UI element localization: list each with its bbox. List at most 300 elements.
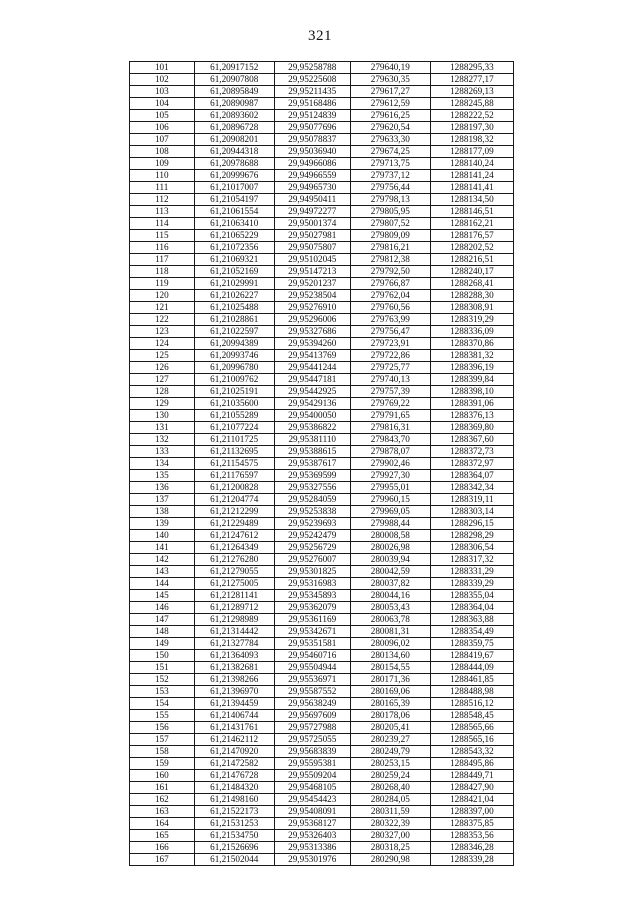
- longitude-cell: 29,95075807: [274, 242, 350, 254]
- longitude-cell: 29,95408091: [274, 806, 350, 818]
- x-coordinate-cell: 279878,07: [350, 446, 430, 458]
- x-coordinate-cell: 280253,15: [350, 758, 430, 770]
- x-coordinate-cell: 279969,05: [350, 506, 430, 518]
- y-coordinate-cell: 1288399,84: [430, 374, 513, 386]
- table-row: [130, 530, 514, 542]
- x-coordinate-cell: 279760,56: [350, 302, 430, 314]
- point-number-cell: 115: [130, 230, 195, 242]
- longitude-cell: 29,95361169: [274, 614, 350, 626]
- y-coordinate-cell: 1288319,29: [430, 314, 513, 326]
- table-row: [130, 830, 514, 842]
- latitude-cell: 61,21522173: [194, 806, 274, 818]
- table-row: [130, 242, 514, 254]
- longitude-cell: 29,95587552: [274, 686, 350, 698]
- point-number-cell: 148: [130, 626, 195, 638]
- point-number-cell: 166: [130, 842, 195, 854]
- point-number-cell: 123: [130, 326, 195, 338]
- table-row: [130, 578, 514, 590]
- latitude-cell: 61,21229489: [194, 518, 274, 530]
- y-coordinate-cell: 1288359,75: [430, 638, 513, 650]
- table-row: [130, 362, 514, 374]
- y-coordinate-cell: 1288342,34: [430, 482, 513, 494]
- point-number-cell: 152: [130, 674, 195, 686]
- y-coordinate-cell: 1288398,10: [430, 386, 513, 398]
- y-coordinate-cell: 1288353,56: [430, 830, 513, 842]
- y-coordinate-cell: 1288488,98: [430, 686, 513, 698]
- y-coordinate-cell: 1288354,49: [430, 626, 513, 638]
- table-row: [130, 506, 514, 518]
- longitude-cell: 29,95276007: [274, 554, 350, 566]
- latitude-cell: 61,21154575: [194, 458, 274, 470]
- point-number-cell: 101: [130, 62, 195, 74]
- y-coordinate-cell: 1288449,71: [430, 770, 513, 782]
- point-number-cell: 110: [130, 170, 195, 182]
- latitude-cell: 61,21035600: [194, 398, 274, 410]
- x-coordinate-cell: 279674,25: [350, 146, 430, 158]
- point-number-cell: 142: [130, 554, 195, 566]
- point-number-cell: 107: [130, 134, 195, 146]
- y-coordinate-cell: 1288375,85: [430, 818, 513, 830]
- longitude-cell: 29,94972277: [274, 206, 350, 218]
- point-number-cell: 127: [130, 374, 195, 386]
- table-row: [130, 758, 514, 770]
- x-coordinate-cell: 280327,00: [350, 830, 430, 842]
- y-coordinate-cell: 1288268,41: [430, 278, 513, 290]
- table-row: [130, 782, 514, 794]
- point-number-cell: 135: [130, 470, 195, 482]
- latitude-cell: 61,20978688: [194, 158, 274, 170]
- y-coordinate-cell: 1288364,04: [430, 602, 513, 614]
- latitude-cell: 61,20999676: [194, 170, 274, 182]
- x-coordinate-cell: 279762,04: [350, 290, 430, 302]
- x-coordinate-cell: 279791,65: [350, 410, 430, 422]
- latitude-cell: 61,21025488: [194, 302, 274, 314]
- latitude-cell: 61,21247612: [194, 530, 274, 542]
- table-row: [130, 662, 514, 674]
- latitude-cell: 61,21526696: [194, 842, 274, 854]
- x-coordinate-cell: 280008,58: [350, 530, 430, 542]
- longitude-cell: 29,94966086: [274, 158, 350, 170]
- latitude-cell: 61,21279055: [194, 566, 274, 578]
- x-coordinate-cell: 279763,99: [350, 314, 430, 326]
- longitude-cell: 29,95036940: [274, 146, 350, 158]
- y-coordinate-cell: 1288295,33: [430, 62, 513, 74]
- x-coordinate-cell: 279612,59: [350, 98, 430, 110]
- longitude-cell: 29,95238504: [274, 290, 350, 302]
- longitude-cell: 29,95387617: [274, 458, 350, 470]
- x-coordinate-cell: 280063,78: [350, 614, 430, 626]
- table-row: [130, 266, 514, 278]
- latitude-cell: 61,20944318: [194, 146, 274, 158]
- point-number-cell: 114: [130, 218, 195, 230]
- longitude-cell: 29,95256729: [274, 542, 350, 554]
- longitude-cell: 29,95239693: [274, 518, 350, 530]
- point-number-cell: 132: [130, 434, 195, 446]
- table-row: [130, 554, 514, 566]
- table-row: [130, 422, 514, 434]
- point-number-cell: 113: [130, 206, 195, 218]
- table-row: [130, 290, 514, 302]
- latitude-cell: 61,21289712: [194, 602, 274, 614]
- table-row: [130, 278, 514, 290]
- x-coordinate-cell: 279766,87: [350, 278, 430, 290]
- x-coordinate-cell: 280039,94: [350, 554, 430, 566]
- x-coordinate-cell: 279843,70: [350, 434, 430, 446]
- latitude-cell: 61,21055289: [194, 410, 274, 422]
- table-row: [130, 734, 514, 746]
- latitude-cell: 61,20994389: [194, 338, 274, 350]
- table-row: [130, 158, 514, 170]
- point-number-cell: 131: [130, 422, 195, 434]
- point-number-cell: 145: [130, 590, 195, 602]
- longitude-cell: 29,95638249: [274, 698, 350, 710]
- y-coordinate-cell: 1288141,41: [430, 182, 513, 194]
- table-row: [130, 770, 514, 782]
- table-row: [130, 638, 514, 650]
- longitude-cell: 29,95313386: [274, 842, 350, 854]
- latitude-cell: 61,20895849: [194, 86, 274, 98]
- point-number-cell: 116: [130, 242, 195, 254]
- longitude-cell: 29,95147213: [274, 266, 350, 278]
- point-number-cell: 119: [130, 278, 195, 290]
- table-row: [130, 314, 514, 326]
- table-row: [130, 854, 514, 866]
- y-coordinate-cell: 1288298,29: [430, 530, 513, 542]
- point-number-cell: 130: [130, 410, 195, 422]
- y-coordinate-cell: 1288444,09: [430, 662, 513, 674]
- latitude-cell: 61,21394459: [194, 698, 274, 710]
- latitude-cell: 61,21364093: [194, 650, 274, 662]
- latitude-cell: 61,21406744: [194, 710, 274, 722]
- x-coordinate-cell: 279960,15: [350, 494, 430, 506]
- longitude-cell: 29,95460716: [274, 650, 350, 662]
- longitude-cell: 29,95388615: [274, 446, 350, 458]
- table-row: [130, 794, 514, 806]
- x-coordinate-cell: 279809,09: [350, 230, 430, 242]
- y-coordinate-cell: 1288308,91: [430, 302, 513, 314]
- y-coordinate-cell: 1288269,13: [430, 86, 513, 98]
- point-number-cell: 120: [130, 290, 195, 302]
- y-coordinate-cell: 1288376,13: [430, 410, 513, 422]
- latitude-cell: 61,21022597: [194, 326, 274, 338]
- point-number-cell: 156: [130, 722, 195, 734]
- point-number-cell: 153: [130, 686, 195, 698]
- x-coordinate-cell: 279812,38: [350, 254, 430, 266]
- latitude-cell: 61,21476728: [194, 770, 274, 782]
- longitude-cell: 29,95225608: [274, 74, 350, 86]
- table-row: [130, 398, 514, 410]
- longitude-cell: 29,95077696: [274, 122, 350, 134]
- x-coordinate-cell: 279723,91: [350, 338, 430, 350]
- latitude-cell: 61,21281141: [194, 590, 274, 602]
- y-coordinate-cell: 1288516,12: [430, 698, 513, 710]
- latitude-cell: 61,21275005: [194, 578, 274, 590]
- x-coordinate-cell: 279816,21: [350, 242, 430, 254]
- x-coordinate-cell: 280081,31: [350, 626, 430, 638]
- point-number-cell: 102: [130, 74, 195, 86]
- table-row: [130, 134, 514, 146]
- x-coordinate-cell: 280290,98: [350, 854, 430, 866]
- table-row: [130, 722, 514, 734]
- longitude-cell: 29,95504944: [274, 662, 350, 674]
- point-number-cell: 139: [130, 518, 195, 530]
- longitude-cell: 29,95697609: [274, 710, 350, 722]
- longitude-cell: 29,95327556: [274, 482, 350, 494]
- point-number-cell: 155: [130, 710, 195, 722]
- y-coordinate-cell: 1288339,28: [430, 854, 513, 866]
- table-row: [130, 518, 514, 530]
- y-coordinate-cell: 1288202,52: [430, 242, 513, 254]
- table-row: [130, 434, 514, 446]
- table-row: [130, 194, 514, 206]
- y-coordinate-cell: 1288364,07: [430, 470, 513, 482]
- x-coordinate-cell: 279713,75: [350, 158, 430, 170]
- table-row: [130, 170, 514, 182]
- longitude-cell: 29,95368127: [274, 818, 350, 830]
- latitude-cell: 61,21398266: [194, 674, 274, 686]
- x-coordinate-cell: 279617,27: [350, 86, 430, 98]
- y-coordinate-cell: 1288369,80: [430, 422, 513, 434]
- x-coordinate-cell: 279630,35: [350, 74, 430, 86]
- table-row: [130, 842, 514, 854]
- latitude-cell: 61,21396970: [194, 686, 274, 698]
- y-coordinate-cell: 1288177,09: [430, 146, 513, 158]
- longitude-cell: 29,95381110: [274, 434, 350, 446]
- x-coordinate-cell: 280259,24: [350, 770, 430, 782]
- table-row: [130, 218, 514, 230]
- longitude-cell: 29,95536971: [274, 674, 350, 686]
- x-coordinate-cell: 279737,12: [350, 170, 430, 182]
- longitude-cell: 29,95276910: [274, 302, 350, 314]
- point-number-cell: 106: [130, 122, 195, 134]
- y-coordinate-cell: 1288427,90: [430, 782, 513, 794]
- x-coordinate-cell: 279757,39: [350, 386, 430, 398]
- point-number-cell: 160: [130, 770, 195, 782]
- point-number-cell: 163: [130, 806, 195, 818]
- latitude-cell: 61,21101725: [194, 434, 274, 446]
- y-coordinate-cell: 1288240,17: [430, 266, 513, 278]
- latitude-cell: 61,21061554: [194, 206, 274, 218]
- latitude-cell: 61,21298989: [194, 614, 274, 626]
- y-coordinate-cell: 1288565,66: [430, 722, 513, 734]
- longitude-cell: 29,95168486: [274, 98, 350, 110]
- latitude-cell: 61,21176597: [194, 470, 274, 482]
- longitude-cell: 29,95342671: [274, 626, 350, 638]
- x-coordinate-cell: 279902,46: [350, 458, 430, 470]
- table-row: [130, 338, 514, 350]
- latitude-cell: 61,21026227: [194, 290, 274, 302]
- y-coordinate-cell: 1288197,30: [430, 122, 513, 134]
- y-coordinate-cell: 1288336,09: [430, 326, 513, 338]
- longitude-cell: 29,95078837: [274, 134, 350, 146]
- table-row: [130, 410, 514, 422]
- longitude-cell: 29,95447181: [274, 374, 350, 386]
- table-row: [130, 746, 514, 758]
- table-row: [130, 686, 514, 698]
- y-coordinate-cell: 1288372,97: [430, 458, 513, 470]
- latitude-cell: 61,21212299: [194, 506, 274, 518]
- point-number-cell: 140: [130, 530, 195, 542]
- point-number-cell: 134: [130, 458, 195, 470]
- point-number-cell: 150: [130, 650, 195, 662]
- point-number-cell: 103: [130, 86, 195, 98]
- longitude-cell: 29,94965730: [274, 182, 350, 194]
- latitude-cell: 61,21502044: [194, 854, 274, 866]
- table-row: [130, 458, 514, 470]
- longitude-cell: 29,95326403: [274, 830, 350, 842]
- y-coordinate-cell: 1288396,19: [430, 362, 513, 374]
- latitude-cell: 61,21200828: [194, 482, 274, 494]
- point-number-cell: 162: [130, 794, 195, 806]
- longitude-cell: 29,95242479: [274, 530, 350, 542]
- longitude-cell: 29,95301825: [274, 566, 350, 578]
- y-coordinate-cell: 1288339,29: [430, 578, 513, 590]
- longitude-cell: 29,95327686: [274, 326, 350, 338]
- latitude-cell: 61,20907808: [194, 74, 274, 86]
- table-row: [130, 182, 514, 194]
- point-number-cell: 125: [130, 350, 195, 362]
- point-number-cell: 128: [130, 386, 195, 398]
- table-row: [130, 470, 514, 482]
- latitude-cell: 61,21531253: [194, 818, 274, 830]
- table-row: [130, 626, 514, 638]
- latitude-cell: 61,20993746: [194, 350, 274, 362]
- x-coordinate-cell: 280134,60: [350, 650, 430, 662]
- longitude-cell: 29,95595381: [274, 758, 350, 770]
- table-row: [130, 674, 514, 686]
- point-number-cell: 121: [130, 302, 195, 314]
- x-coordinate-cell: 280026,98: [350, 542, 430, 554]
- point-number-cell: 112: [130, 194, 195, 206]
- latitude-cell: 61,21276280: [194, 554, 274, 566]
- point-number-cell: 105: [130, 110, 195, 122]
- point-number-cell: 109: [130, 158, 195, 170]
- x-coordinate-cell: 279769,22: [350, 398, 430, 410]
- point-number-cell: 144: [130, 578, 195, 590]
- table-row: [130, 698, 514, 710]
- y-coordinate-cell: 1288216,51: [430, 254, 513, 266]
- longitude-cell: 29,95258788: [274, 62, 350, 74]
- x-coordinate-cell: 280171,36: [350, 674, 430, 686]
- longitude-cell: 29,95369599: [274, 470, 350, 482]
- x-coordinate-cell: 280044,16: [350, 590, 430, 602]
- latitude-cell: 61,21470920: [194, 746, 274, 758]
- x-coordinate-cell: 279740,13: [350, 374, 430, 386]
- latitude-cell: 61,21431761: [194, 722, 274, 734]
- latitude-cell: 61,20890987: [194, 98, 274, 110]
- y-coordinate-cell: 1288372,73: [430, 446, 513, 458]
- point-number-cell: 147: [130, 614, 195, 626]
- point-number-cell: 164: [130, 818, 195, 830]
- latitude-cell: 61,21382681: [194, 662, 274, 674]
- latitude-cell: 61,21025191: [194, 386, 274, 398]
- longitude-cell: 29,95351581: [274, 638, 350, 650]
- x-coordinate-cell: 279640,19: [350, 62, 430, 74]
- longitude-cell: 29,95400050: [274, 410, 350, 422]
- longitude-cell: 29,95362079: [274, 602, 350, 614]
- y-coordinate-cell: 1288495,86: [430, 758, 513, 770]
- latitude-cell: 61,21052169: [194, 266, 274, 278]
- latitude-cell: 61,21054197: [194, 194, 274, 206]
- x-coordinate-cell: 279633,30: [350, 134, 430, 146]
- x-coordinate-cell: 279955,01: [350, 482, 430, 494]
- longitude-cell: 29,95124839: [274, 110, 350, 122]
- table-row: [130, 566, 514, 578]
- table-row: [130, 374, 514, 386]
- longitude-cell: 29,95211435: [274, 86, 350, 98]
- table-row: [130, 110, 514, 122]
- table-row: [130, 446, 514, 458]
- longitude-cell: 29,95468105: [274, 782, 350, 794]
- longitude-cell: 29,95725055: [274, 734, 350, 746]
- point-number-cell: 159: [130, 758, 195, 770]
- table-row: [130, 818, 514, 830]
- y-coordinate-cell: 1288543,32: [430, 746, 513, 758]
- longitude-cell: 29,94950411: [274, 194, 350, 206]
- point-number-cell: 122: [130, 314, 195, 326]
- y-coordinate-cell: 1288367,60: [430, 434, 513, 446]
- point-number-cell: 167: [130, 854, 195, 866]
- x-coordinate-cell: 280053,43: [350, 602, 430, 614]
- y-coordinate-cell: 1288370,86: [430, 338, 513, 350]
- x-coordinate-cell: 280205,41: [350, 722, 430, 734]
- longitude-cell: 29,95284059: [274, 494, 350, 506]
- latitude-cell: 61,21029991: [194, 278, 274, 290]
- longitude-cell: 29,95509204: [274, 770, 350, 782]
- x-coordinate-cell: 279616,25: [350, 110, 430, 122]
- x-coordinate-cell: 279805,95: [350, 206, 430, 218]
- y-coordinate-cell: 1288319,11: [430, 494, 513, 506]
- y-coordinate-cell: 1288355,04: [430, 590, 513, 602]
- x-coordinate-cell: 280037,82: [350, 578, 430, 590]
- longitude-cell: 29,95316983: [274, 578, 350, 590]
- x-coordinate-cell: 280284,05: [350, 794, 430, 806]
- longitude-cell: 29,95027981: [274, 230, 350, 242]
- y-coordinate-cell: 1288303,14: [430, 506, 513, 518]
- table-row: [130, 146, 514, 158]
- x-coordinate-cell: 280268,40: [350, 782, 430, 794]
- y-coordinate-cell: 1288198,32: [430, 134, 513, 146]
- latitude-cell: 61,21534750: [194, 830, 274, 842]
- table-row: [130, 62, 514, 74]
- longitude-cell: 29,94966559: [274, 170, 350, 182]
- y-coordinate-cell: 1288346,28: [430, 842, 513, 854]
- latitude-cell: 61,21264349: [194, 542, 274, 554]
- point-number-cell: 149: [130, 638, 195, 650]
- x-coordinate-cell: 280169,06: [350, 686, 430, 698]
- y-coordinate-cell: 1288245,88: [430, 98, 513, 110]
- x-coordinate-cell: 280318,25: [350, 842, 430, 854]
- x-coordinate-cell: 279756,44: [350, 182, 430, 194]
- longitude-cell: 29,95301976: [274, 854, 350, 866]
- longitude-cell: 29,95001374: [274, 218, 350, 230]
- y-coordinate-cell: 1288331,29: [430, 566, 513, 578]
- point-number-cell: 133: [130, 446, 195, 458]
- point-number-cell: 137: [130, 494, 195, 506]
- y-coordinate-cell: 1288296,15: [430, 518, 513, 530]
- point-number-cell: 165: [130, 830, 195, 842]
- y-coordinate-cell: 1288391,06: [430, 398, 513, 410]
- longitude-cell: 29,95102045: [274, 254, 350, 266]
- latitude-cell: 61,21072356: [194, 242, 274, 254]
- x-coordinate-cell: 279722,86: [350, 350, 430, 362]
- latitude-cell: 61,20893602: [194, 110, 274, 122]
- table-row: [130, 122, 514, 134]
- latitude-cell: 61,21498160: [194, 794, 274, 806]
- y-coordinate-cell: 1288277,17: [430, 74, 513, 86]
- table-row: [130, 98, 514, 110]
- y-coordinate-cell: 1288421,04: [430, 794, 513, 806]
